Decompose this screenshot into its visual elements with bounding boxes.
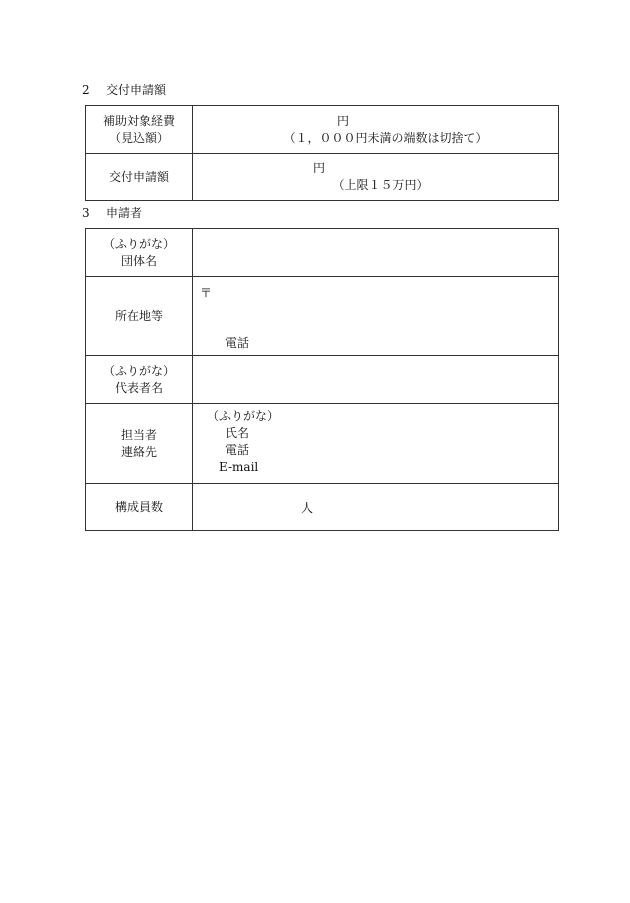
postal-mark: 〒 <box>200 286 213 300</box>
eligible-expense-unit: 円 <box>337 113 350 128</box>
eligible-expense-row <box>86 106 559 154</box>
section-3-heading <box>82 204 142 221</box>
contact-row <box>86 404 559 484</box>
section-2-title: 交付申請額 <box>106 83 167 97</box>
eligible-expense-label-line2: （見込額） <box>108 130 169 145</box>
application-amount-label: 交付申請額 <box>86 154 193 201</box>
contact-info-label: 連絡先 <box>120 444 157 459</box>
group-name-label <box>86 229 193 277</box>
group-name-furigana-label: （ふりがな） <box>102 236 175 251</box>
contact-lines <box>207 408 279 476</box>
address-label: 所在地等 <box>86 277 193 356</box>
representative-furigana-label: （ふりがな） <box>102 363 175 378</box>
eligible-expense-label <box>86 106 193 154</box>
group-name-label-text: 団体名 <box>120 253 157 268</box>
section-3-number: 3 <box>82 206 90 220</box>
address-row <box>86 277 559 356</box>
representative-label <box>86 356 193 404</box>
representative-row <box>86 356 559 404</box>
representative-field[interactable] <box>193 356 559 404</box>
members-unit: 人 <box>301 501 314 515</box>
contact-field[interactable] <box>193 404 559 484</box>
applicant-table <box>85 228 559 531</box>
application-amount-row <box>86 154 559 201</box>
address-field[interactable] <box>193 277 559 356</box>
group-name-row <box>86 229 559 277</box>
eligible-expense-note: （１，０００円未満の端数は切捨て） <box>283 130 488 145</box>
application-amount-unit: 円 <box>313 161 326 175</box>
application-amount-table <box>85 105 559 201</box>
contact-name-label: 氏名 <box>225 426 250 440</box>
eligible-expense-label-line1: 補助対象経費 <box>102 113 175 128</box>
address-phone-label: 電話 <box>225 336 250 350</box>
application-amount-note: （上限１５万円） <box>332 178 429 192</box>
contact-label <box>86 404 193 484</box>
section-3-title: 申請者 <box>106 206 143 220</box>
members-label: 構成員数 <box>86 484 193 531</box>
contact-furigana: （ふりがな） <box>207 409 280 423</box>
contact-person-label: 担当者 <box>120 427 157 442</box>
contact-phone-label: 電話 <box>225 443 250 457</box>
section-2-number: 2 <box>82 83 90 97</box>
group-name-field[interactable] <box>193 229 559 277</box>
representative-label-text: 代表者名 <box>114 380 163 395</box>
members-row <box>86 484 559 531</box>
members-field[interactable] <box>193 484 559 531</box>
application-amount-field[interactable] <box>193 154 559 201</box>
section-2-heading <box>82 81 166 98</box>
eligible-expense-field[interactable] <box>193 106 559 154</box>
contact-email-label: E-mail <box>219 460 259 474</box>
